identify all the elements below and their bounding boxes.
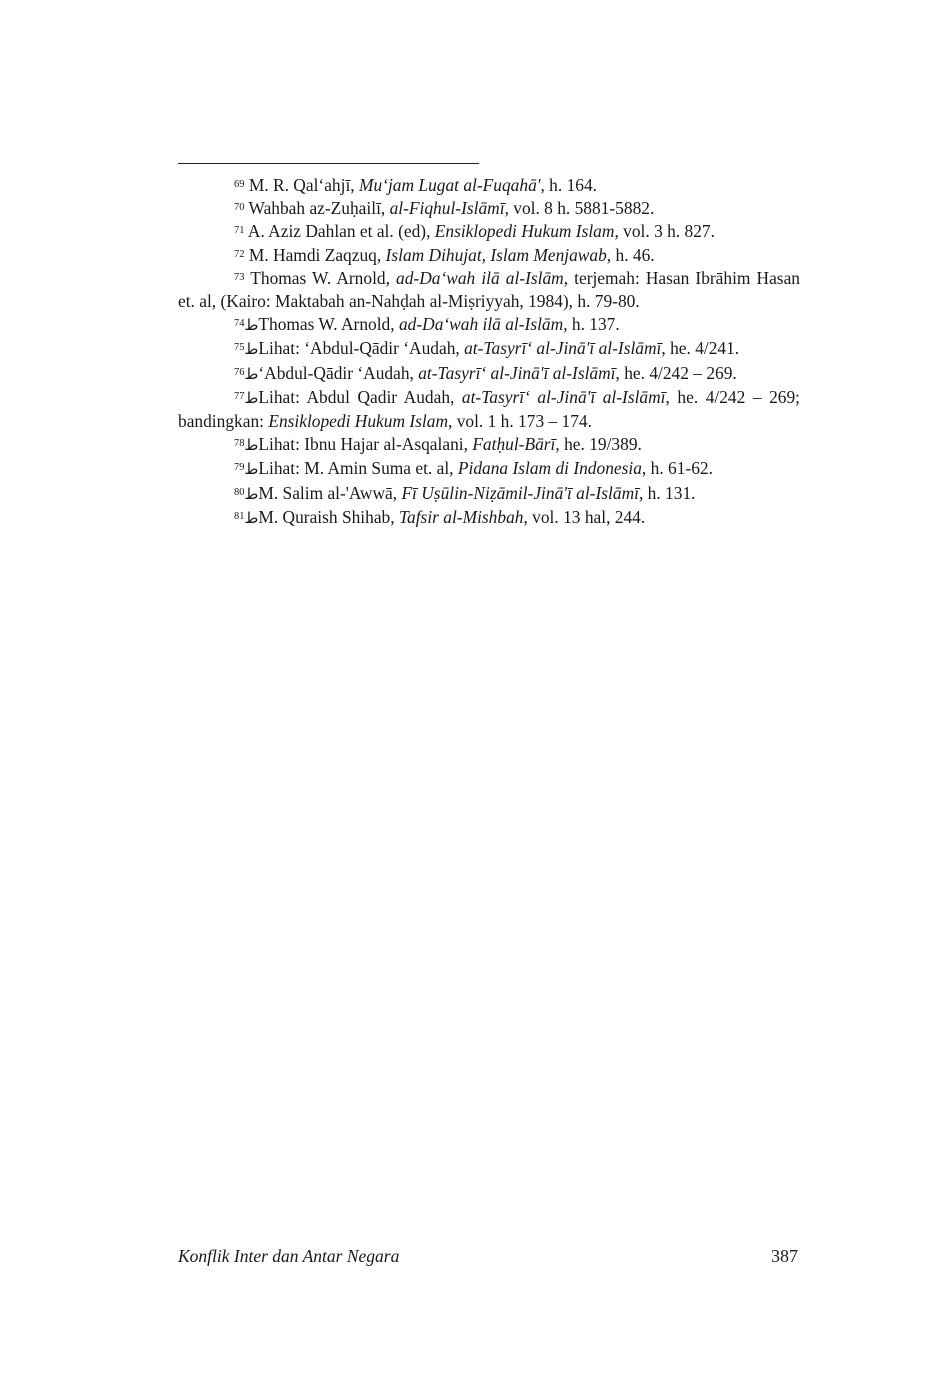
footnote-text: , h. 164. xyxy=(540,175,598,195)
footnote-title: at-Tasyrī‘ al-Jinā'ī al-Islāmī xyxy=(461,386,666,407)
footnote-mark: ط xyxy=(244,364,259,383)
footnote-70 xyxy=(178,197,800,220)
footnote-number: 70 xyxy=(234,202,245,214)
footnote-mark: ط xyxy=(244,388,259,407)
footnote-title: at-Tasyrī‘ al-Jinā'ī al-Islāmī xyxy=(464,338,662,359)
footnote-text: , h. 131. xyxy=(638,482,696,503)
footnote-title: Mu‘jam Lugat al-Fuqahā' xyxy=(359,175,541,195)
footnote-72 xyxy=(178,244,800,267)
footnote-text: Lihat: Ibnu Hajar al-Asqalani, xyxy=(258,434,473,455)
footnote-title: ad-Da‘wah ilā al-Islām xyxy=(396,267,564,288)
footnote-text: , he. 4/241. xyxy=(661,338,740,359)
footnote-text: Lihat: ‘Abdul-Qādir ‘Audah, xyxy=(258,338,465,359)
footnote-text: M. R. Qal‘ahjī, xyxy=(248,175,359,195)
footnote-title: Ensiklopedi Hukum Islam xyxy=(434,221,615,242)
footnote-number: 72 xyxy=(234,248,245,260)
footnote-text: , he. 19/389. xyxy=(555,434,642,455)
footnote-text: M. Salim al-'Awwā, xyxy=(258,482,402,503)
page-number: 387 xyxy=(771,1246,798,1266)
footnote-text: , vol. 3 h. 827. xyxy=(614,221,715,242)
footnote-text: , vol. 1 h. 173 – 174. xyxy=(448,411,592,432)
footnote-title: Tafsir al-Mishbah xyxy=(398,506,524,527)
footnote-mark: ط xyxy=(244,460,259,479)
footnote-text: Lihat: Abdul Qadir Audah, xyxy=(258,386,462,407)
footnote-title: Fī Uṣūlin-Niẓāmil-Jinā'ī al-Islāmī xyxy=(401,482,639,503)
footnote-text: M. Quraish Shihab, xyxy=(258,506,399,527)
footnote-number: 73 xyxy=(234,271,245,283)
footnote-text: , h. 46. xyxy=(606,244,655,265)
footnote-title: Islam Dihujat, Islam Menjawab xyxy=(385,244,607,265)
footnote-title: al-Fiqhul-Islāmī xyxy=(389,198,505,219)
footnote-73 xyxy=(178,267,800,313)
footnote-number: 78 xyxy=(234,438,245,450)
footnotes-list xyxy=(178,174,800,530)
footnote-75 xyxy=(178,337,800,361)
footnote-title: Ensiklopedi Hukum Islam xyxy=(268,411,449,432)
footnote-text: , he. 4/242 – 269; bandingkan: xyxy=(178,386,800,432)
footnote-text: , vol. 13 hal, 244. xyxy=(523,506,646,527)
footnote-text: , terjemah: Hasan Ibrāhim Hasan et. al, (Kairo: Maktabah an-Nahḍah al-Miṣriyyah, 1984), h. 79-80. xyxy=(178,267,800,312)
footnote-mark: ط xyxy=(244,508,259,527)
footnote-text: Thomas W. Arnold, xyxy=(250,267,397,288)
footnote-number: 80 xyxy=(234,486,245,498)
footnote-71 xyxy=(178,220,800,243)
footnote-title: Pidana Islam di Indonesia xyxy=(457,458,642,479)
footnote-76 xyxy=(178,362,800,386)
footnote-80 xyxy=(178,482,800,506)
footnote-title: Fatḥul-Bārī xyxy=(472,434,556,455)
footnote-text: Lihat: M. Amin Suma et. al, xyxy=(258,458,458,479)
footnote-mark: ط xyxy=(244,484,259,503)
footnote-mark: ط xyxy=(244,316,259,335)
footnote-number: 74 xyxy=(234,318,245,330)
footnote-separator xyxy=(178,163,479,164)
footnote-text: ‘Abdul-Qādir ‘Audah, xyxy=(258,362,419,383)
footnote-69 xyxy=(178,174,800,197)
footnote-number: 75 xyxy=(234,342,245,354)
footnote-text: , vol. 8 h. 5881-5882. xyxy=(504,198,655,219)
footnote-number: 76 xyxy=(234,366,245,378)
footnote-number: 77 xyxy=(234,390,245,402)
footnote-number: 69 xyxy=(234,179,245,190)
footnote-text: , he. 4/242 – 269. xyxy=(615,362,737,383)
footnote-mark: ط xyxy=(244,436,259,455)
footnote-77 xyxy=(178,386,800,433)
footnote-number: 71 xyxy=(234,225,245,237)
footnote-text: Thomas W. Arnold, xyxy=(258,314,399,335)
footnote-title: at-Tasyrī‘ al-Jinā'ī al-Islāmī xyxy=(418,362,616,383)
running-title: Konflik Inter dan Antar Negara xyxy=(178,1246,400,1266)
footnote-text: , h. 137. xyxy=(563,314,620,335)
footnote-79 xyxy=(178,457,800,481)
footnote-number: 81 xyxy=(234,510,245,522)
footnote-title: ad-Da‘wah ilā al-Islām xyxy=(398,314,564,335)
footnote-text: M. Hamdi Zaqzuq, xyxy=(248,244,386,265)
footnote-number: 79 xyxy=(234,462,245,474)
footnote-78 xyxy=(178,433,800,457)
footnote-mark: ط xyxy=(244,340,259,359)
footnote-81 xyxy=(178,506,800,530)
footnote-text: , h. 61-62. xyxy=(641,458,713,479)
footnote-text: Wahbah az-Zuḥailī, xyxy=(248,198,390,219)
footnote-text: A. Aziz Dahlan et al. (ed), xyxy=(247,221,435,242)
footnote-74 xyxy=(178,313,800,337)
